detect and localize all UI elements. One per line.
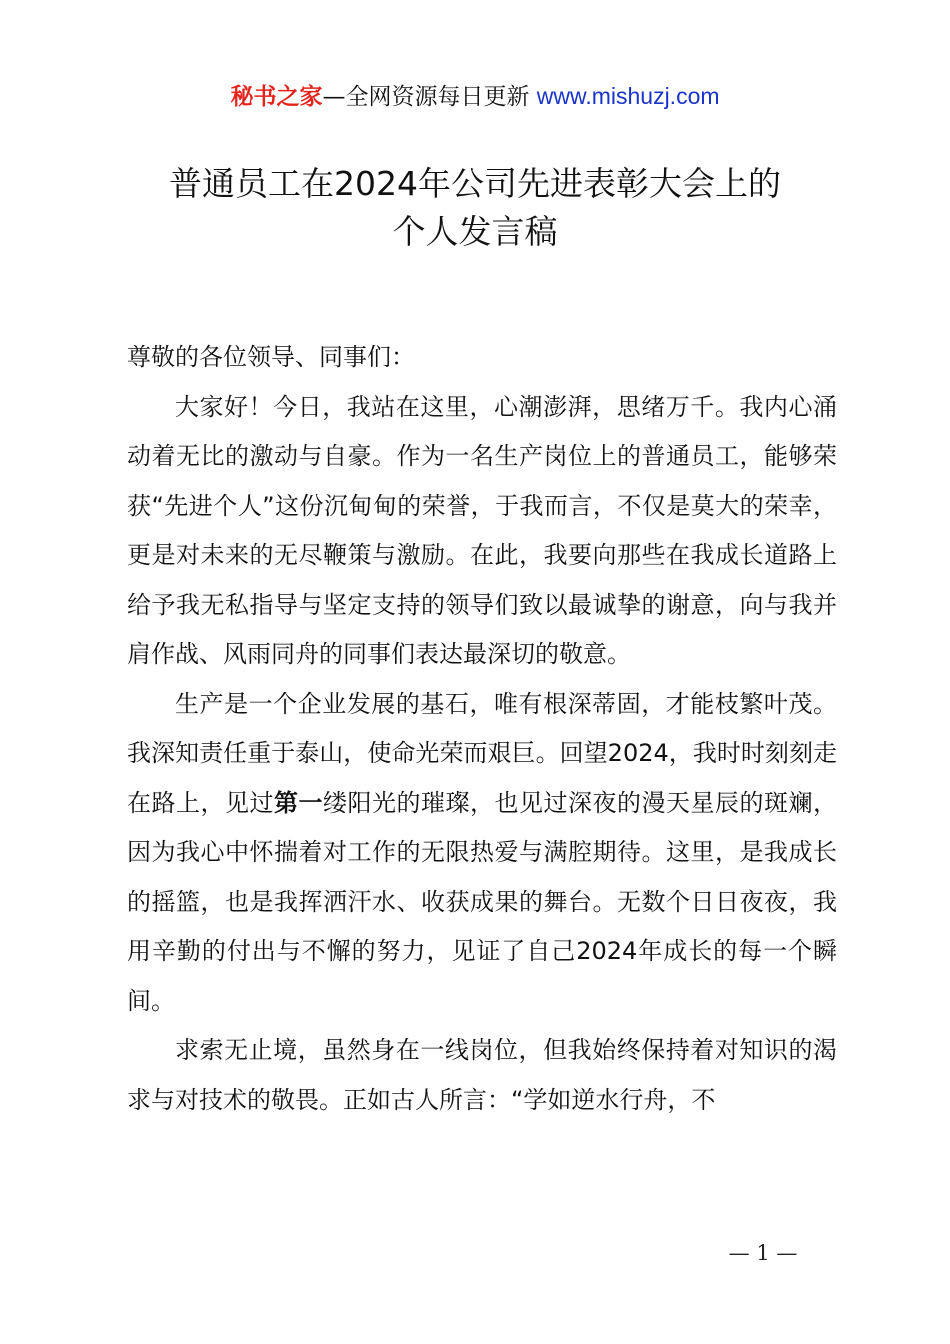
salutation: 尊敬的各位领导、同事们： <box>127 343 415 371</box>
document-title <box>0 160 950 256</box>
title-line-2: 个人发言稿 <box>392 212 558 251</box>
paragraph-2-bold-text: 第一 <box>274 788 323 817</box>
paragraph-2 <box>127 680 837 1027</box>
site-header <box>0 80 950 113</box>
site-url-link[interactable]: www.mishuzj.com <box>536 83 720 109</box>
brand-name: 秘书之家 <box>230 84 323 110</box>
document-body <box>127 333 837 1125</box>
paragraph-1: 大家好！今日，我站在这里，心潮澎湃，思绪万千。我内心涌动着无比的激动与自豪。作为一名生产岗位上的普通员工，能够荣获“先进个人”这份沉甸甸的荣誉，于我而言，不仅是莫大的荣幸，更是对未来的无尽鞭策与激励。在此，我要向那些在我成长道路上给予我无私指导与坚定支持的领导们致以最诚挚的谢意，向与我并肩作战、风雨同舟的同事们表达最深切的敬意。 <box>127 392 837 668</box>
page-number: — 1 — <box>728 1241 798 1265</box>
paragraph-2-text-start: 生产是一个企业发展的基石，唯有根深蒂固，才能枝繁叶茂。我深知责任重于泰山，使命光荣而艰巨。回望2024，我时时刻刻走在路上，见过 <box>127 689 837 817</box>
paragraph-3: 求索无止境，虽然身在一线岗位，但我始终保持着对知识的渴求与对技术的敬畏。正如古人所言：“学如逆水行舟，不 <box>127 1036 837 1114</box>
paragraph-2-text-end: 缕阳光的璀璨，也见过深夜的漫天星辰的斑斓，因为我心中怀揣着对工作的无限热爱与满腔期待。这里，是我成长的摇篮，也是我挥洒汗水、收获成果的舞台。无数个日日夜夜，我用辛勤的付出与不懈的努力，见证了自己2024年成长的每一个瞬间。 <box>127 788 837 1015</box>
header-tagline: —全网资源每日更新 <box>322 84 530 110</box>
title-line-1: 普通员工在2024年公司先进表彰大会上的 <box>169 164 781 203</box>
